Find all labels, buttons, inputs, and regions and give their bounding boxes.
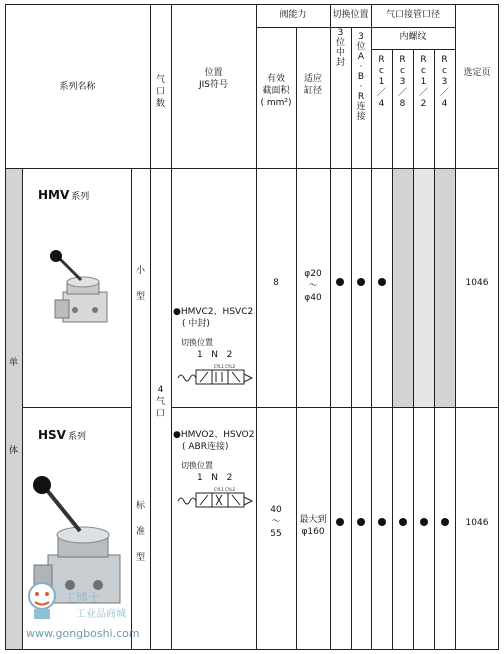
area-hsv: 40 ～ 55 (270, 505, 282, 539)
header-effective-area: 有效 截面积 ( mm²) (260, 74, 292, 108)
side-label-body: 体 (8, 446, 18, 456)
mark-hsv-rc34 (441, 518, 449, 526)
bore-hsv: 最大到 φ160 (299, 515, 327, 537)
header-series-name: 系列名称 (59, 82, 96, 92)
header-port-count: 气 口 数 (155, 75, 165, 109)
mark-hsv-rc12 (420, 518, 428, 526)
symbol-label-1: 1 N 2 (197, 350, 233, 360)
mark-hmv-pos3-abr (357, 278, 365, 286)
series-name-hsv: HSV 系列 (38, 428, 86, 442)
header-pos3-abr: 3 位 A · B · R 连 接 (356, 32, 366, 122)
header-pos3-closed: 3 位 中 封 (335, 28, 345, 68)
jis-symbol-hmv (176, 362, 254, 386)
mark-hmv-pos3-closed (336, 278, 344, 286)
mark-hsv-pos3-closed (336, 518, 344, 526)
watermark-brand: 工博士 (64, 591, 101, 605)
bore-hmv: φ20 ～ φ40 (304, 269, 322, 303)
area-hmv: 8 (273, 278, 279, 288)
header-port-size: 气口接管口径 (385, 10, 440, 20)
page-hsv: 1046 (465, 518, 489, 528)
header-position-jis: 位置 JIS符号 (198, 68, 229, 90)
header-internal-thread: 内螺纹 (399, 32, 427, 42)
header-switch-position: 切换位置 (332, 10, 369, 20)
header-rc34: R c 3 ／ 4 (439, 55, 449, 109)
header-rc12: R c 1 ／ 2 (418, 55, 428, 109)
header-rc14: R c 1 ／ 4 (376, 55, 386, 109)
page-hmv: 1046 (465, 278, 489, 288)
model-hmvo2: ●HMVO2、HSVO2 (173, 430, 255, 440)
mark-hsv-rc38 (399, 518, 407, 526)
svg-text:CYL1 CYL2: CYL1 CYL2 (214, 364, 236, 369)
watermark-mascot-icon (22, 578, 66, 622)
symbol-label-2: 1 N 2 (197, 473, 233, 483)
header-rc38: R c 3 ／ 8 (397, 55, 407, 109)
switch-label-1: 切换位置 (181, 338, 213, 347)
watermark-mall: 工业品商城 (76, 609, 126, 620)
mark-hsv-rc14 (378, 518, 386, 526)
header-cylinder-bore: 适应 缸径 (303, 74, 322, 96)
watermark-url: www.gongboshi.com (26, 627, 140, 640)
ports-value: 4 气 口 (155, 385, 165, 419)
svg-text:CYL1 CYL2: CYL1 CYL2 (214, 487, 236, 492)
jis-symbol-hsv (176, 485, 254, 509)
header-select-page: 选定页 (463, 68, 491, 78)
series-name-hmv: HMV 系列 (38, 188, 90, 202)
model-hmvc2: ●HMVC2、HSVC2 (173, 307, 254, 317)
model-note-closed: ( 中封) (182, 319, 210, 329)
side-label-single: 单 (8, 358, 18, 368)
hmv-valve-image (45, 248, 115, 328)
size-standard: 标 准 型 (135, 501, 145, 563)
model-note-abr: ( ABR连接) (182, 442, 229, 452)
mark-hsv-pos3-abr (357, 518, 365, 526)
size-small: 小 型 (135, 266, 145, 302)
header-valve-capacity: 阀能力 (279, 10, 307, 20)
mark-hmv-rc14 (378, 278, 386, 286)
switch-label-2: 切换位置 (181, 461, 213, 470)
